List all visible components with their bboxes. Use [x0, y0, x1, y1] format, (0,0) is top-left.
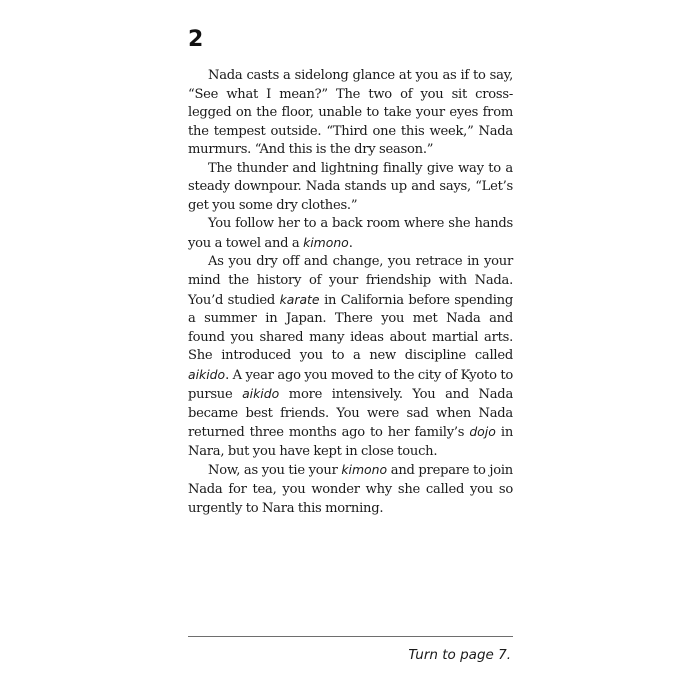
italic-term: karate — [279, 291, 320, 307]
text-segment: The thunder and lightning finally give way to a steady downpour. Nada stands up and says, “Let’s get you some dry clothes.” — [188, 160, 513, 213]
italic-term: kimono — [341, 462, 388, 478]
italic-term: dojo — [469, 424, 496, 440]
paragraph — [188, 461, 513, 518]
text-segment: You follow her to a back room where she hands you a towel and a — [188, 216, 513, 251]
text-segment: Nada casts a sidelong glance at you as if to say, “See what I mean?” The two of you sit cross-legged on the floor, unable to take your eyes from the tempest outside. “Third one this week,” Nada murmurs. “And this is the dry season.” — [188, 68, 513, 158]
story-text — [188, 67, 513, 518]
text-segment: and prepare to join Nada for tea, you wonder why she called you so urgently to Nara this morning. — [188, 463, 513, 516]
page-number: 2 — [188, 27, 204, 52]
paragraph — [188, 215, 513, 253]
paragraph — [188, 160, 513, 216]
italic-term: kimono — [303, 234, 349, 250]
turn-to-page-instruction: Turn to page 7. — [408, 647, 511, 663]
text-segment: Now, as you tie your — [208, 463, 342, 479]
text-segment: . — [348, 235, 353, 251]
text-segment: . A year ago you moved to the city of Kyoto to pursue — [188, 367, 513, 403]
text-segment: more intensively. You and Nada became best friends. You were sad when Nada returned three months ago to her family’s — [188, 387, 513, 441]
text-segment: As you dry off and change, you retrace in your mind the history of your friendship with Nada. You’d studied — [188, 254, 513, 308]
paragraph — [188, 253, 513, 461]
paragraph — [188, 67, 513, 160]
book-page — [188, 0, 513, 700]
text-segment: in Nara, but you have kept in close touch. — [188, 425, 513, 459]
footer-divider — [188, 636, 513, 637]
italic-term: aikido — [242, 386, 280, 402]
italic-term: aikido — [188, 366, 226, 382]
text-segment: in California before spending a summer in Japan. There you met Nada and found you shared many ideas about martial arts. She introduced you to a new discipline called — [188, 292, 513, 364]
